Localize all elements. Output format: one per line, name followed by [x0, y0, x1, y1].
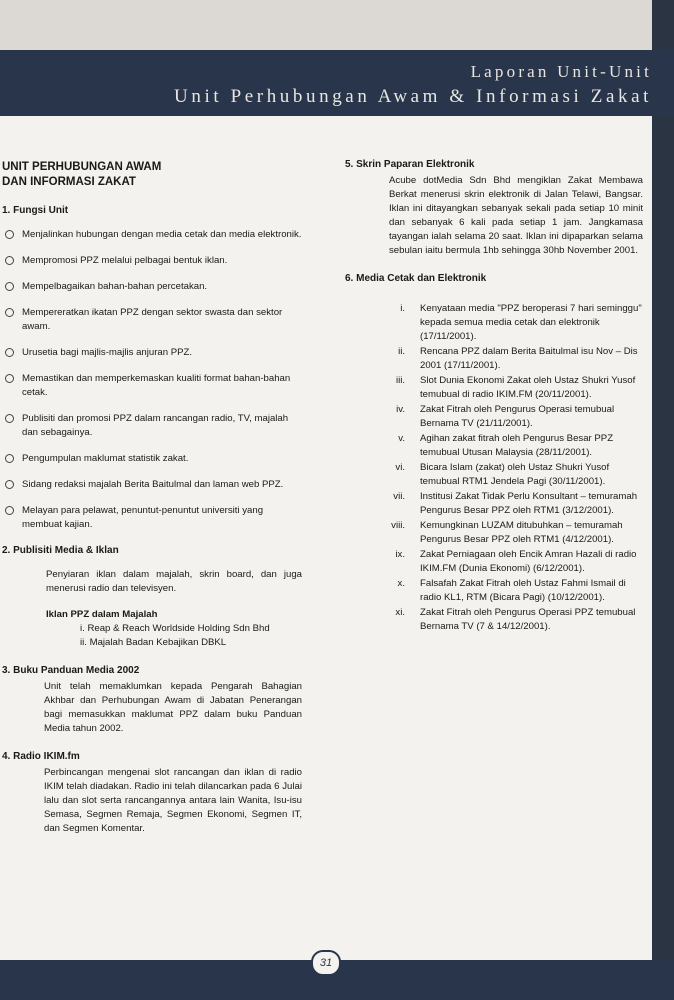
top-margin	[0, 0, 652, 50]
section-1-title: 1. Fungsi Unit	[2, 205, 69, 216]
page-number: 31	[311, 950, 341, 976]
list-item: Memastikan dan memperkemaskan kualiti format bahan-bahan cetak.	[2, 372, 302, 400]
header-report-title: Laporan Unit-Unit	[470, 62, 652, 81]
list-item: Mempromosi PPZ melalui pelbagai bentuk iklan.	[2, 254, 302, 268]
list-item: ix. Zakat Perniagaan oleh Encik Amran Hazali di radio IKIM.FM (Dunia Ekonomi) (6/12/2001).	[395, 549, 637, 574]
section-3-text: Unit telah memaklumkan kepada Pengarah Bahagian Akhbar dan Perhubungan Awam di Jabatan Penerangan bagi memasukkan maklumat PPZ dalam buku Panduan Media tahun 2002.	[44, 681, 302, 734]
list-item: vi. Bicara Islam (zakat) oleh Ustaz Shukri Yusof temubual RTM1 Jendela Pagi (30/11/2001).	[395, 462, 610, 487]
list-item: xi. Zakat Fitrah oleh Pengurus Operasi PPZ temubual Bernama TV (7 & 14/12/2001).	[395, 607, 636, 632]
functions-list	[2, 228, 302, 532]
section-6-title: 6. Media Cetak dan Elektronik	[345, 273, 487, 284]
list-item: Menjalinkan hubungan dengan media cetak dan media elektronik.	[2, 228, 302, 242]
section-2-sublist	[80, 622, 302, 650]
bullet-circle-icon	[5, 256, 14, 265]
list-item: viii. Kemungkinan LUZAM ditubuhkan – temuramah Pengurus Besar PPZ oleh RTM1 (4/12/2001).	[391, 520, 623, 545]
right-column	[345, 158, 643, 635]
section-5-text: Acube dotMedia Sdn Bhd mengiklan Zakat Membawa Berkat menerusi skrin elektronik di Jalan Telawi, Bangsar. Iklan ini ditayangkan sebanyak sekali pada setiap 10 minit dan sebanyak 6 kali pada setiap 1 jam. Jangkamasa tayangan ialah selama 20 saat. Iklan ini dipaparkan selama sebulan iaitu bermula 1hb sehingga 30hb November 2001.	[389, 175, 643, 256]
bullet-circle-icon	[5, 282, 14, 291]
bullet-circle-icon	[5, 506, 14, 515]
left-column	[2, 160, 302, 836]
list-item: ii. Majalah Badan Kebajikan DBKL	[80, 637, 227, 648]
section-2-subtitle: Iklan PPZ dalam Majalah	[46, 609, 158, 620]
section-2-text: Penyiaran iklan dalam majalah, skrin board, dan juga menerusi radio dan televisyen.	[46, 569, 302, 594]
list-item: iii. Slot Dunia Ekonomi Zakat oleh Ustaz Shukri Yusof temubual di radio IKIM.FM (20/11/2001).	[395, 375, 636, 400]
section-2-title: 2. Publisiti Media & Iklan	[2, 545, 119, 556]
list-item: Sidang redaksi majalah Berita Baitulmal dan laman web PPZ.	[2, 478, 302, 492]
section-4-title: 4. Radio IKIM.fm	[2, 751, 80, 762]
right-edge-strip	[652, 0, 674, 1000]
media-list	[345, 302, 643, 634]
list-item: iv. Zakat Fitrah oleh Pengurus Operasi temubual Bernama TV (21/11/2001).	[396, 404, 615, 429]
list-item: Urusetia bagi majlis-majlis anjuran PPZ.	[2, 346, 302, 360]
list-item: Mempereratkan ikatan PPZ dengan sektor swasta dan sektor awam.	[2, 306, 302, 334]
list-item: Pengumpulan maklumat statistik zakat.	[2, 452, 302, 466]
section-4-text: Perbincangan mengenai slot rancangan dan iklan di radio IKIM telah diadakan. Radio ini telah dilancarkan pada 6 Julai lalu dan slot serta rancangannya antara lain Wanita, Isu-isu Semasa, Segmen Remaja, Segmen Ekonomi, Segmen IT, dan Segmen Komentar.	[44, 767, 302, 834]
bullet-circle-icon	[5, 374, 14, 383]
bullet-circle-icon	[5, 308, 14, 317]
page-title: UNIT PERHUBUNGAN AWAM DAN INFORMASI ZAKAT	[2, 161, 162, 188]
list-item: Mempelbagaikan bahan-bahan percetakan.	[2, 280, 302, 294]
list-item: Melayan para pelawat, penuntut-penuntut universiti yang membuat kajian.	[2, 504, 302, 532]
list-item: vii. Institusi Zakat Tidak Perlu Konsultant – temuramah Pengurus Besar PPZ oleh RTM1 (3/12/2001).	[393, 491, 638, 516]
bullet-circle-icon	[5, 414, 14, 423]
list-item: i. Reap & Reach Worldside Holding Sdn Bhd	[80, 623, 270, 634]
list-item: i. Kenyataan media "PPZ beroperasi 7 hari seminggu" kepada semua media cetak dan elektronik (17/11/2001).	[400, 303, 642, 342]
list-item: x. Falsafah Zakat Fitrah oleh Ustaz Fahmi Ismail di radio KL1, RTM (Bicara Pagi) (10/12/2001).	[397, 578, 626, 603]
bullet-circle-icon	[5, 480, 14, 489]
list-item: ii. Rencana PPZ dalam Berita Baitulmal isu Nov – Dis 2001 (17/11/2001).	[398, 346, 638, 371]
list-item: Publisiti dan promosi PPZ dalam rancangan radio, TV, majalah dan sebagainya.	[2, 412, 302, 440]
list-item: v. Agihan zakat fitrah oleh Pengurus Besar PPZ temubual Utusan Malaysia (28/11/2001).	[398, 433, 614, 458]
bullet-circle-icon	[5, 454, 14, 463]
section-3-title: 3. Buku Panduan Media 2002	[2, 665, 140, 676]
bullet-circle-icon	[5, 348, 14, 357]
header-unit-title: Unit Perhubungan Awam & Informasi Zakat	[174, 86, 652, 107]
bullet-circle-icon	[5, 230, 14, 239]
section-5-title: 5. Skrin Paparan Elektronik	[345, 159, 475, 170]
